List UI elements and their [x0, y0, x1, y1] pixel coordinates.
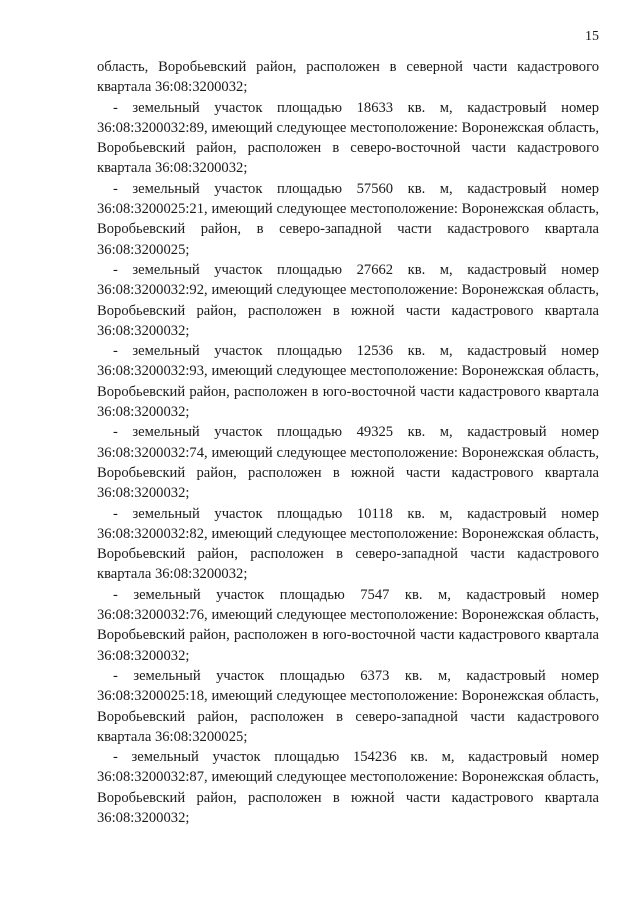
- continuation-paragraph: область, Воробьевский район, расположен в северной части кадастрового квартала 36:08:3200032;: [97, 59, 599, 96]
- list-item: - земельный участок площадью 12536 кв. м, кадастровый номер 36:08:3200032:93, имеющий следующее местоположение: Воронежская область, Воробьевский район, расположен в юго-восточной части кадастрового квартала 36:08:3200032;: [97, 343, 599, 421]
- list-item: - земельный участок площадью 57560 кв. м, кадастровый номер 36:08:3200025:21, имеющий следующее местоположение: Воронежская область, Воробьевский район, в северо-западной части кадастрового квартала 36:08:3200025;: [97, 180, 599, 258]
- list-item: - земельный участок площадью 7547 кв. м, кадастровый номер 36:08:3200032:76, имеющий следующее местоположение: Воронежская область, Воробьевский район, расположен в юго-восточной части кадастрового квартала 36:08:3200032;: [97, 586, 599, 664]
- text-body: [97, 57, 599, 828]
- list-item: - земельный участок площадью 27662 кв. м, кадастровый номер 36:08:3200032:92, имеющий следующее местоположение: Воронежская область, Воробьевский район, расположен в южной части кадастрового квартала 36:08:3200032;: [97, 261, 599, 339]
- list-item: - земельный участок площадью 18633 кв. м, кадастровый номер 36:08:3200032:89, имеющий следующее местоположение: Воронежская область, Воробьевский район, расположен в северо-восточной части кадастрового квартала 36:08:3200032;: [97, 99, 599, 177]
- page-number: 15: [585, 29, 599, 44]
- list-item: - земельный участок площадью 10118 кв. м, кадастровый номер 36:08:3200032:82, имеющий следующее местоположение: Воронежская область, Воробьевский район, расположен в северо-западной части кадастрового квартала 36:08:3200032;: [97, 505, 599, 583]
- list-item: - земельный участок площадью 49325 кв. м, кадастровый номер 36:08:3200032:74, имеющий следующее местоположение: Воронежская область, Воробьевский район, расположен в южной части кадастрового квартала 36:08:3200032;: [97, 424, 599, 502]
- list-item: - земельный участок площадью 6373 кв. м, кадастровый номер 36:08:3200025:18, имеющий следующее местоположение: Воронежская область, Воробьевский район, расположен в северо-западной части кадастрового квартала 36:08:3200025;: [97, 667, 599, 745]
- list-item: - земельный участок площадью 154236 кв. м, кадастровый номер 36:08:3200032:87, имеющий следующее местоположение: Воронежская область, Воробьевский район, расположен в южной части кадастрового квартала 36:08:3200032;: [97, 749, 599, 826]
